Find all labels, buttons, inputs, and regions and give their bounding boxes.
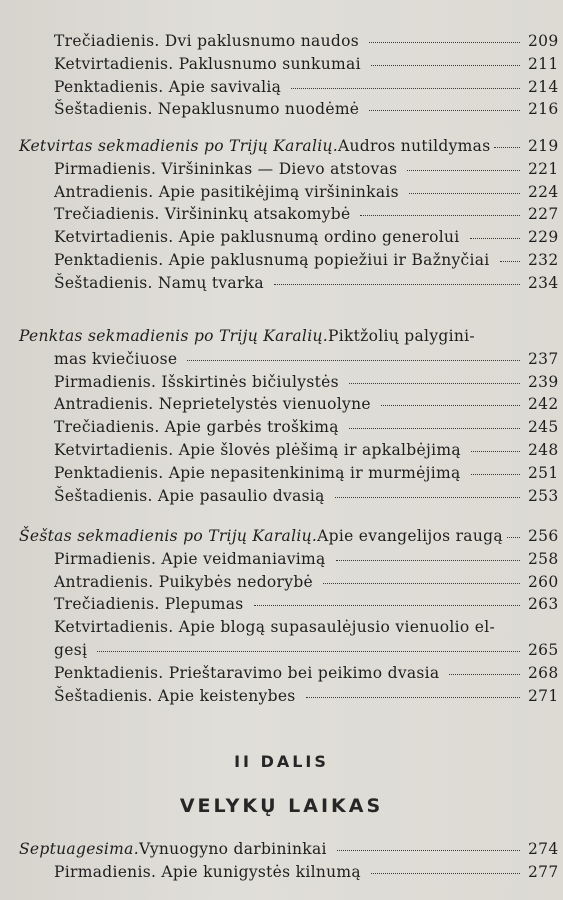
toc-entry[interactable]: Antradienis. Neprietelystės vienuolyne 242 xyxy=(54,395,559,414)
toc-entry[interactable]: Penktadienis. Apie savivalią 214 xyxy=(54,77,559,96)
toc-group-3 xyxy=(0,325,563,507)
toc-entry[interactable]: Antradienis. Apie pasitikėjimą viršininkais 224 xyxy=(54,182,559,201)
part-title: II DALIS xyxy=(234,752,329,771)
toc-entry[interactable]: Trečiadienis. Apie garbės troškimą 245 xyxy=(54,418,559,437)
toc-entry[interactable]: Ketvirtadienis. Paklusnumo sunkumai 211 xyxy=(54,54,559,73)
toc-entry[interactable]: Penktadienis. Apie nepasitenkinimą ir murmėjimą 251 xyxy=(54,463,559,482)
toc-entry[interactable]: Ketvirtadienis. Apie blogą supasaulėjusio vienuolio el- xyxy=(54,618,496,637)
toc-entry-continuation[interactable]: gesį 265 xyxy=(54,640,559,659)
toc-entry[interactable]: Trečiadienis. Plepumas 263 xyxy=(54,595,559,614)
toc-entry[interactable]: Šeštadienis. Apie keistenybes 271 xyxy=(54,686,559,705)
toc-entry[interactable]: Penktadienis. Apie paklusnumą popiežiui ir Bažnyčiai 232 xyxy=(54,250,559,269)
toc-section-heading[interactable]: Šeštas sekmadienis po Trijų Karalių. Apie evangelijos raugą 256 xyxy=(19,527,559,545)
toc-entry[interactable]: Pirmadienis. Apie veidmaniavimą 258 xyxy=(54,549,559,568)
toc-entry[interactable]: Pirmadienis. Išskirtinės bičiulystės 239 xyxy=(54,372,559,391)
toc-entry[interactable]: Antradienis. Puikybės nedorybė 260 xyxy=(54,572,559,591)
toc-section-heading[interactable]: Penktas sekmadienis po Trijų Karalių. Piktžolių palygini- xyxy=(19,327,475,345)
toc-entry[interactable]: Šeštadienis. Nepaklusnumo nuodėmė 216 xyxy=(54,100,559,119)
toc-group-1 xyxy=(0,30,563,121)
toc-section-heading[interactable]: Septuagesima. Vynuogyno darbininkai 274 xyxy=(19,840,559,858)
toc-entry[interactable]: Trečiadienis. Dvi paklusnumo naudos 209 xyxy=(54,32,559,50)
toc-entry[interactable]: Ketvirtadienis. Apie paklusnumą ordino generolui 229 xyxy=(54,228,559,247)
toc-group-5 xyxy=(0,838,563,884)
toc-entry[interactable]: Šeštadienis. Apie pasaulio dvasią 253 xyxy=(54,486,559,505)
toc-entry[interactable]: Pirmadienis. Viršininkas — Dievo atstovas 221 xyxy=(54,159,559,178)
section-title: VELYKŲ LAIKAS xyxy=(179,795,384,817)
toc-entry[interactable]: Ketvirtadienis. Apie šlovės plėšimą ir apkalbėjimą 248 xyxy=(54,440,559,459)
toc-entry[interactable]: Pirmadienis. Apie kunigystės kilnumą 277 xyxy=(54,862,559,881)
toc-entry[interactable]: Penktadienis. Prieštaravimo bei peikimo dvasia 268 xyxy=(54,663,559,682)
toc-group-4 xyxy=(0,525,563,707)
toc-group-2 xyxy=(0,135,563,295)
toc-entry[interactable]: Šeštadienis. Namų tvarka 234 xyxy=(54,273,559,292)
toc-section-heading-continuation[interactable]: mas kviečiuose 237 xyxy=(54,349,559,368)
toc-entry[interactable]: Trečiadienis. Viršininkų atsakomybė 227 xyxy=(54,205,559,224)
toc-section-heading[interactable]: Ketvirtas sekmadienis po Trijų Karalių. Audros nutildymas 219 xyxy=(19,137,559,155)
